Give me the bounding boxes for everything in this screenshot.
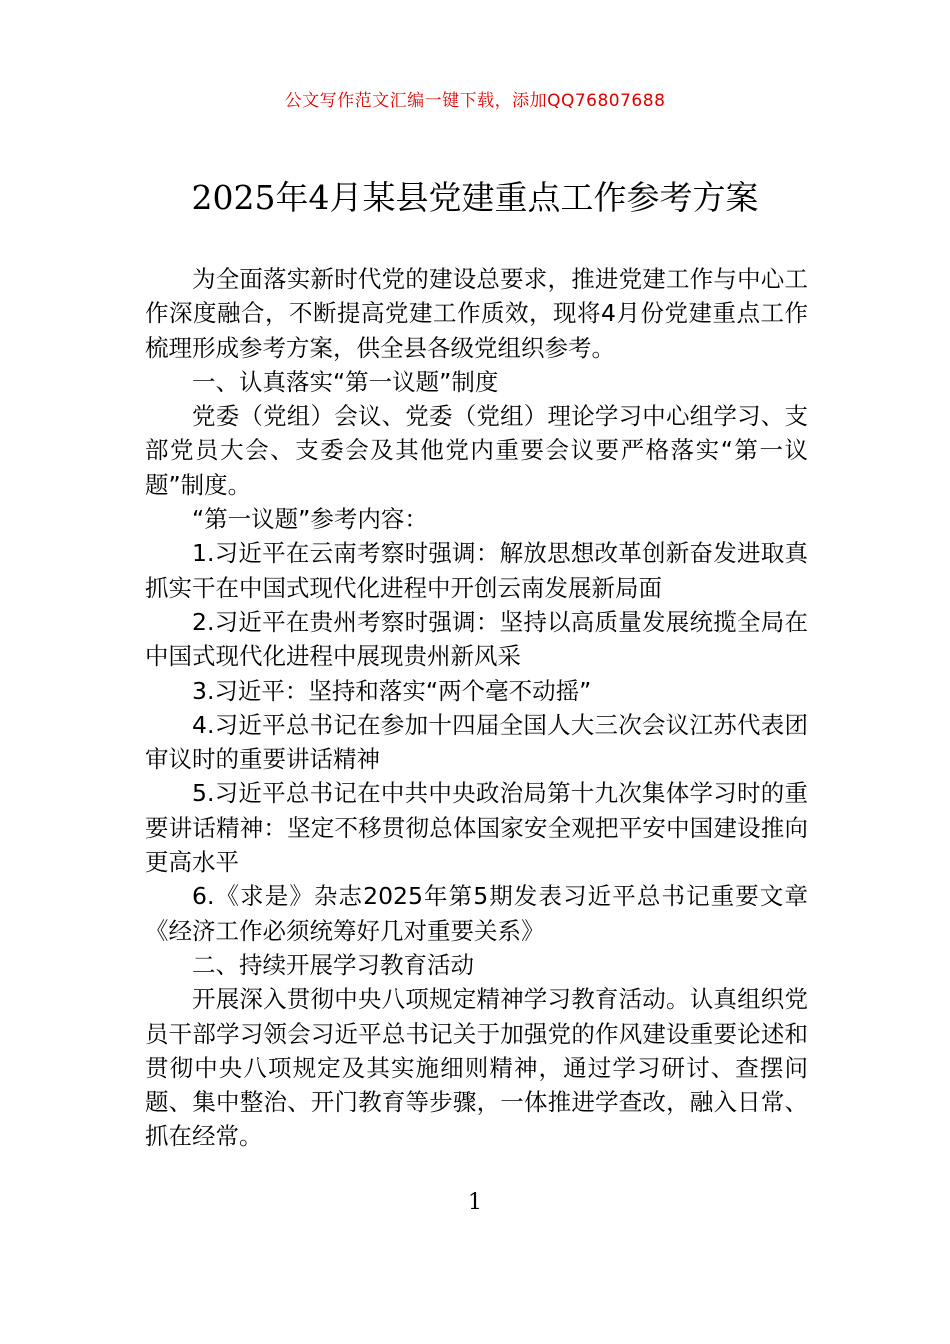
paragraph: 党委（党组）会议、党委（党组）理论学习中心组学习、支部党员大会、支委会及其他党内重要会议要严格落实“第一议题”制度。: [145, 402, 808, 499]
paragraph: 开展深入贯彻中央八项规定精神学习教育活动。认真组织党员干部学习领会习近平总书记关于加强党的作风建设重要论述和贯彻中央八项规定及其实施细则精神，通过学习研讨、查摆问题、集中整治、开门教育等步骤，一体推进学查改，融入日常、抓在经常。: [145, 985, 808, 1151]
list-item: 4.习近平总书记在参加十四届全国人大三次会议江苏代表团审议时的重要讲话精神: [145, 710, 808, 774]
list-item: 6.《求是》杂志2025年第5期发表习近平总书记重要文章《经济工作必须统筹好几对重要关系》: [145, 882, 808, 945]
section-heading-2: 二、持续开展学习教育活动: [192, 950, 474, 979]
document-title: 2025年4月某县党建重点工作参考方案: [191, 178, 759, 217]
section-heading-1: 一、认真落实“第一议题”制度: [192, 367, 499, 396]
list-item: 1.习近平在云南考察时强调：解放思想改革创新奋发进取真抓实干在中国式现代化进程中开创云南发展新局面: [145, 539, 808, 602]
paragraph-intro: 为全面落实新时代党的建设总要求，推进党建工作与中心工作深度融合，不断提高党建工作质效，现将4月份党建重点工作梳理形成参考方案，供全县各级党组织参考。: [145, 265, 808, 362]
page-number: 1: [468, 1190, 482, 1215]
paragraph: “第一议题”参考内容：: [192, 505, 428, 534]
download-note: 公文写作范文汇编一键下载，添加QQ76807688: [284, 91, 666, 111]
list-item: 3.习近平：坚持和落实“两个毫不动摇”: [192, 676, 592, 705]
document-body: [145, 262, 808, 1154]
list-item: 5.习近平总书记在中共中央政治局第十九次集体学习时的重要讲话精神：坚定不移贯彻总体国家安全观把平安中国建设推向更高水平: [145, 779, 808, 877]
list-item: 2.习近平在贵州考察时强调：坚持以高质量发展统揽全局在中国式现代化进程中展现贵州新风采: [145, 607, 808, 671]
